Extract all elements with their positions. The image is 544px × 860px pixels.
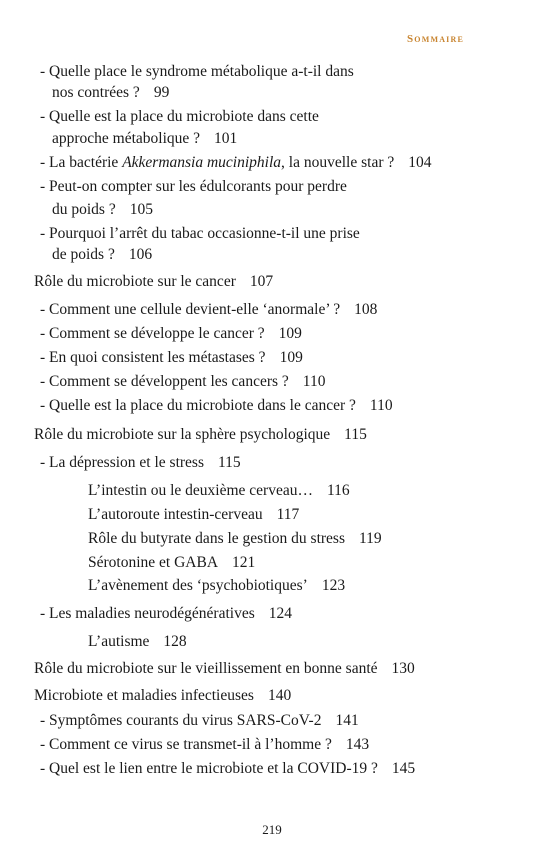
toc-entry-title: - Peut-on compter sur les édulcorants pour perdre	[40, 178, 347, 195]
toc-subentry	[88, 575, 345, 597]
toc-page-number: 99	[153, 84, 170, 101]
toc-entry	[40, 223, 360, 245]
toc-subentry-title: L’autoroute intestin-cerveau	[88, 506, 263, 523]
toc-subentry-title: Sérotonine et GABA	[88, 554, 219, 571]
toc-entry	[52, 82, 169, 104]
toc-section	[34, 271, 273, 293]
toc-section	[34, 658, 415, 680]
toc-subentry	[88, 631, 187, 653]
toc-page-number: 141	[335, 712, 359, 729]
toc-page-number: 116	[326, 482, 350, 499]
toc-subentry	[88, 528, 382, 550]
toc-entry-title: - La dépression et le stress	[40, 454, 204, 471]
toc-entry-title: - Comment ce virus se transmet-il à l’homme ?	[40, 736, 332, 753]
toc-page-number: 108	[354, 301, 378, 318]
toc-entry	[40, 395, 393, 417]
toc-entry-title: - Quel est le lien entre le microbiote et la COVID-19 ?	[40, 760, 378, 777]
toc-entry-title-italic: Akkermansia muciniphila	[122, 154, 282, 171]
toc-page-number: 110	[302, 373, 326, 390]
toc-page-number: 123	[321, 577, 346, 594]
toc-page-number: 106	[128, 246, 153, 263]
toc-entry	[52, 128, 237, 150]
toc-entry-title: nos contrées ?	[52, 84, 140, 101]
toc-subentry	[88, 480, 350, 502]
toc-section-title: Microbiote et maladies infectieuses	[34, 687, 254, 704]
toc-subentry-title: L’intestin ou le deuxième cerveau…	[88, 482, 313, 499]
toc-page-number: 101	[214, 130, 238, 147]
toc-entry	[40, 758, 415, 780]
toc-section	[34, 424, 367, 446]
toc-entry-title: - Les maladies neurodégénératives	[40, 605, 255, 622]
toc-page-number: 128	[163, 633, 187, 650]
toc-entry	[40, 152, 432, 174]
toc-entry-title: approche métabolique ?	[52, 130, 201, 147]
toc-section	[34, 685, 291, 707]
toc-page-number: 105	[129, 201, 153, 218]
toc-subentry	[88, 552, 255, 574]
toc-entry	[40, 710, 359, 732]
toc-entry-title: - Pourquoi l’arrêt du tabac occasionne-t-il une prise	[40, 225, 360, 242]
folio-page-number: 219	[262, 822, 282, 837]
toc-subentry-title: L’avènement des ‘psychobiotiques’	[88, 577, 308, 594]
toc-page-number: 109	[278, 325, 302, 342]
toc-entry	[40, 323, 302, 345]
toc-entry-title-post: , la nouvelle star ?	[281, 154, 395, 171]
running-head: Sommaire	[406, 33, 464, 45]
toc-page-number: 140	[267, 687, 292, 704]
toc-page-number: 145	[391, 760, 416, 777]
toc-entry-title: - Quelle est la place du microbiote dans cette	[40, 108, 319, 125]
toc-entry	[40, 347, 303, 369]
toc-entry	[40, 61, 354, 83]
toc-page-number: 117	[276, 506, 300, 523]
toc-page-number: 121	[232, 554, 256, 571]
toc-subentry-title: Rôle du butyrate dans le gestion du stress	[88, 530, 345, 547]
toc-entry-title: - Symptômes courants du virus SARS-CoV-2	[40, 712, 322, 729]
toc-section-title: Rôle du microbiote sur le vieillissement en bonne santé	[34, 660, 378, 677]
toc-entry-title: - En quoi consistent les métastases ?	[40, 349, 266, 366]
toc-entry	[40, 734, 369, 756]
toc-entry-title: de poids ?	[52, 246, 115, 263]
toc-entry	[40, 299, 377, 321]
toc-entry-title-pre: - La bactérie	[40, 154, 123, 171]
toc-entry	[52, 199, 153, 221]
toc-entry-title: - Comment se développent les cancers ?	[40, 373, 289, 390]
toc-subentry-title: L’autisme	[88, 633, 150, 650]
toc-page-number: 110	[369, 397, 393, 414]
toc-subentry	[88, 504, 299, 526]
toc-entry	[40, 603, 292, 625]
toc-entry	[52, 244, 152, 266]
toc-entry-title: - Comment se développe le cancer ?	[40, 325, 265, 342]
toc-entry	[40, 371, 325, 393]
toc-section-title: Rôle du microbiote sur la sphère psychologique	[34, 426, 331, 443]
toc-entry	[40, 452, 241, 474]
toc-section-title: Rôle du microbiote sur le cancer	[34, 273, 236, 290]
toc-page-number: 130	[391, 660, 415, 677]
toc-page-number: 124	[268, 605, 293, 622]
toc-entry-title: - Quelle est la place du microbiote dans le cancer ?	[40, 397, 356, 414]
toc-page-number: 107	[249, 273, 274, 290]
toc-entry	[40, 106, 319, 128]
toc-entry-title: du poids ?	[52, 201, 116, 218]
toc-page-number: 104	[408, 154, 432, 171]
toc-entry-title: - Quelle place le syndrome métabolique a-t-il dans	[40, 63, 354, 80]
toc-entry	[40, 176, 347, 198]
toc-page-number: 119	[359, 530, 382, 547]
toc-page-number: 143	[345, 736, 370, 753]
toc-page-number: 109	[279, 349, 303, 366]
toc-entry-title: - Comment une cellule devient-elle ‘anormale’ ?	[40, 301, 341, 318]
toc-page-number: 115	[344, 426, 367, 443]
toc-page-number: 115	[218, 454, 241, 471]
